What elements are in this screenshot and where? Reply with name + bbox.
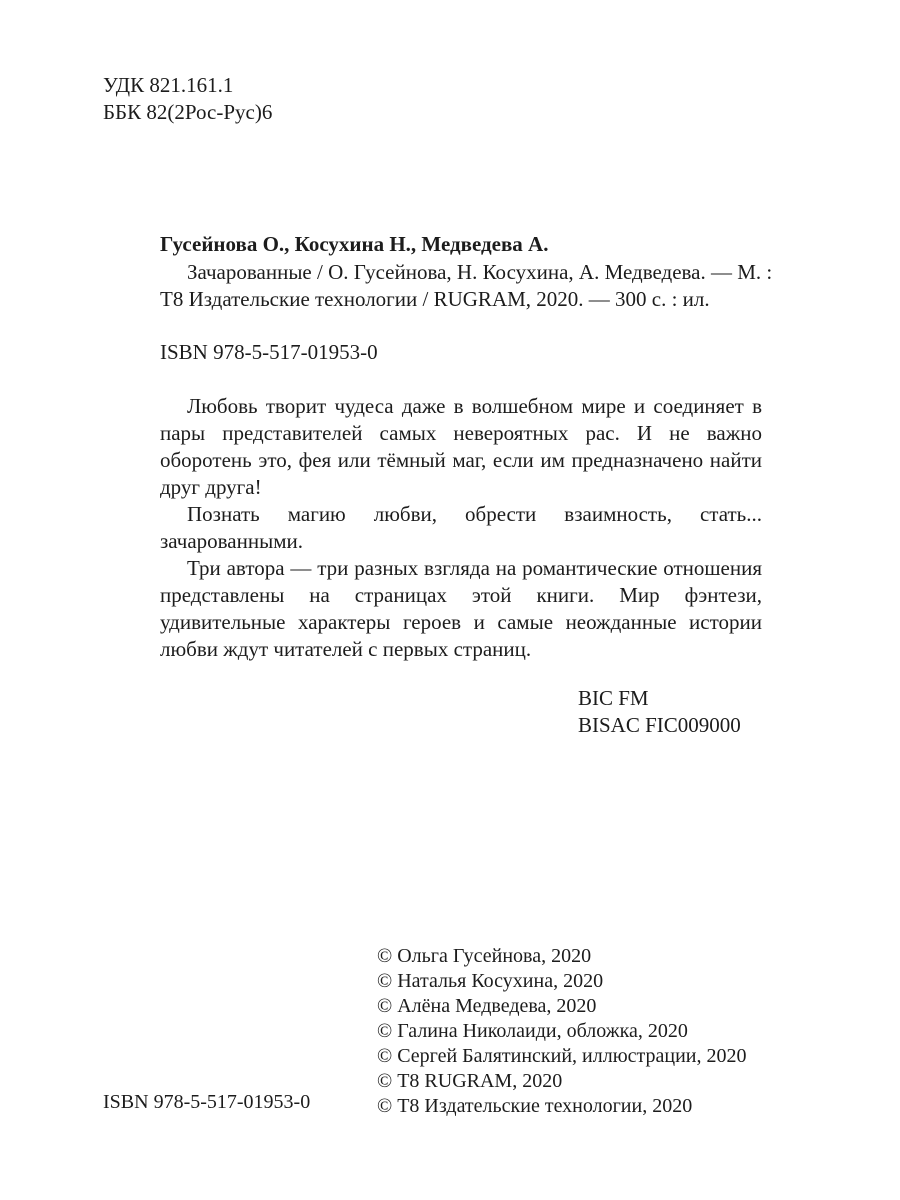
classification-block xyxy=(103,72,272,126)
annotation xyxy=(160,393,762,663)
annotation-paragraph-3: Три автора — три разных взгляда на романтические отношения представлены на страницах этой книги. Мир фэнтези, удивительные характеры героев и самые неожданные истории любви ждут читателей с первых страниц. xyxy=(160,556,762,661)
annotation-paragraph-1: Любовь творит чудеса даже в волшебном мире и соединяет в пары представителей самых невероятных рас. И не важно оборотень это, фея или тёмный маг, если им предназначено найти друг друга! xyxy=(160,394,762,499)
udk-code: УДК 821.161.1 xyxy=(103,73,234,97)
bibliographic-title-line-1: Зачарованные / О. Гусейнова, Н. Косухина, А. Медведева. — М. : xyxy=(187,260,773,284)
isbn-main: ISBN 978-5-517-01953-0 xyxy=(160,340,378,364)
copyright-line: © Галина Николаиди, обложка, 2020 xyxy=(377,1020,688,1042)
annotation-paragraph-2: Познать магию любви, обрести взаимность, стать... зачарованными. xyxy=(160,502,762,553)
authors-heading: Гусейнова О., Косухина Н., Медведева А. xyxy=(160,232,549,256)
copyright-line: © Ольга Гусейнова, 2020 xyxy=(377,945,592,967)
isbn-bottom: ISBN 978-5-517-01953-0 xyxy=(103,1091,311,1113)
subject-codes xyxy=(578,685,741,739)
copyright-line: © Т8 RUGRAM, 2020 xyxy=(377,1070,563,1092)
copyright-line: © Алёна Медведева, 2020 xyxy=(377,995,597,1017)
bibliographic-title-line-2: Т8 Издательские технологии / RUGRAM, 2020. — 300 с. : ил. xyxy=(160,287,710,311)
copyright-list xyxy=(377,944,747,1119)
bic-code: BIC FM xyxy=(578,686,649,710)
copyright-line: © Наталья Косухина, 2020 xyxy=(377,970,604,992)
bisac-code: BISAC FIC009000 xyxy=(578,713,741,737)
copyright-line: © Т8 Издательские технологии, 2020 xyxy=(377,1095,693,1117)
copyright-line: © Сергей Балятинский, иллюстрации, 2020 xyxy=(377,1045,747,1067)
bbk-code: ББК 82(2Рос-Рус)6 xyxy=(103,100,273,124)
